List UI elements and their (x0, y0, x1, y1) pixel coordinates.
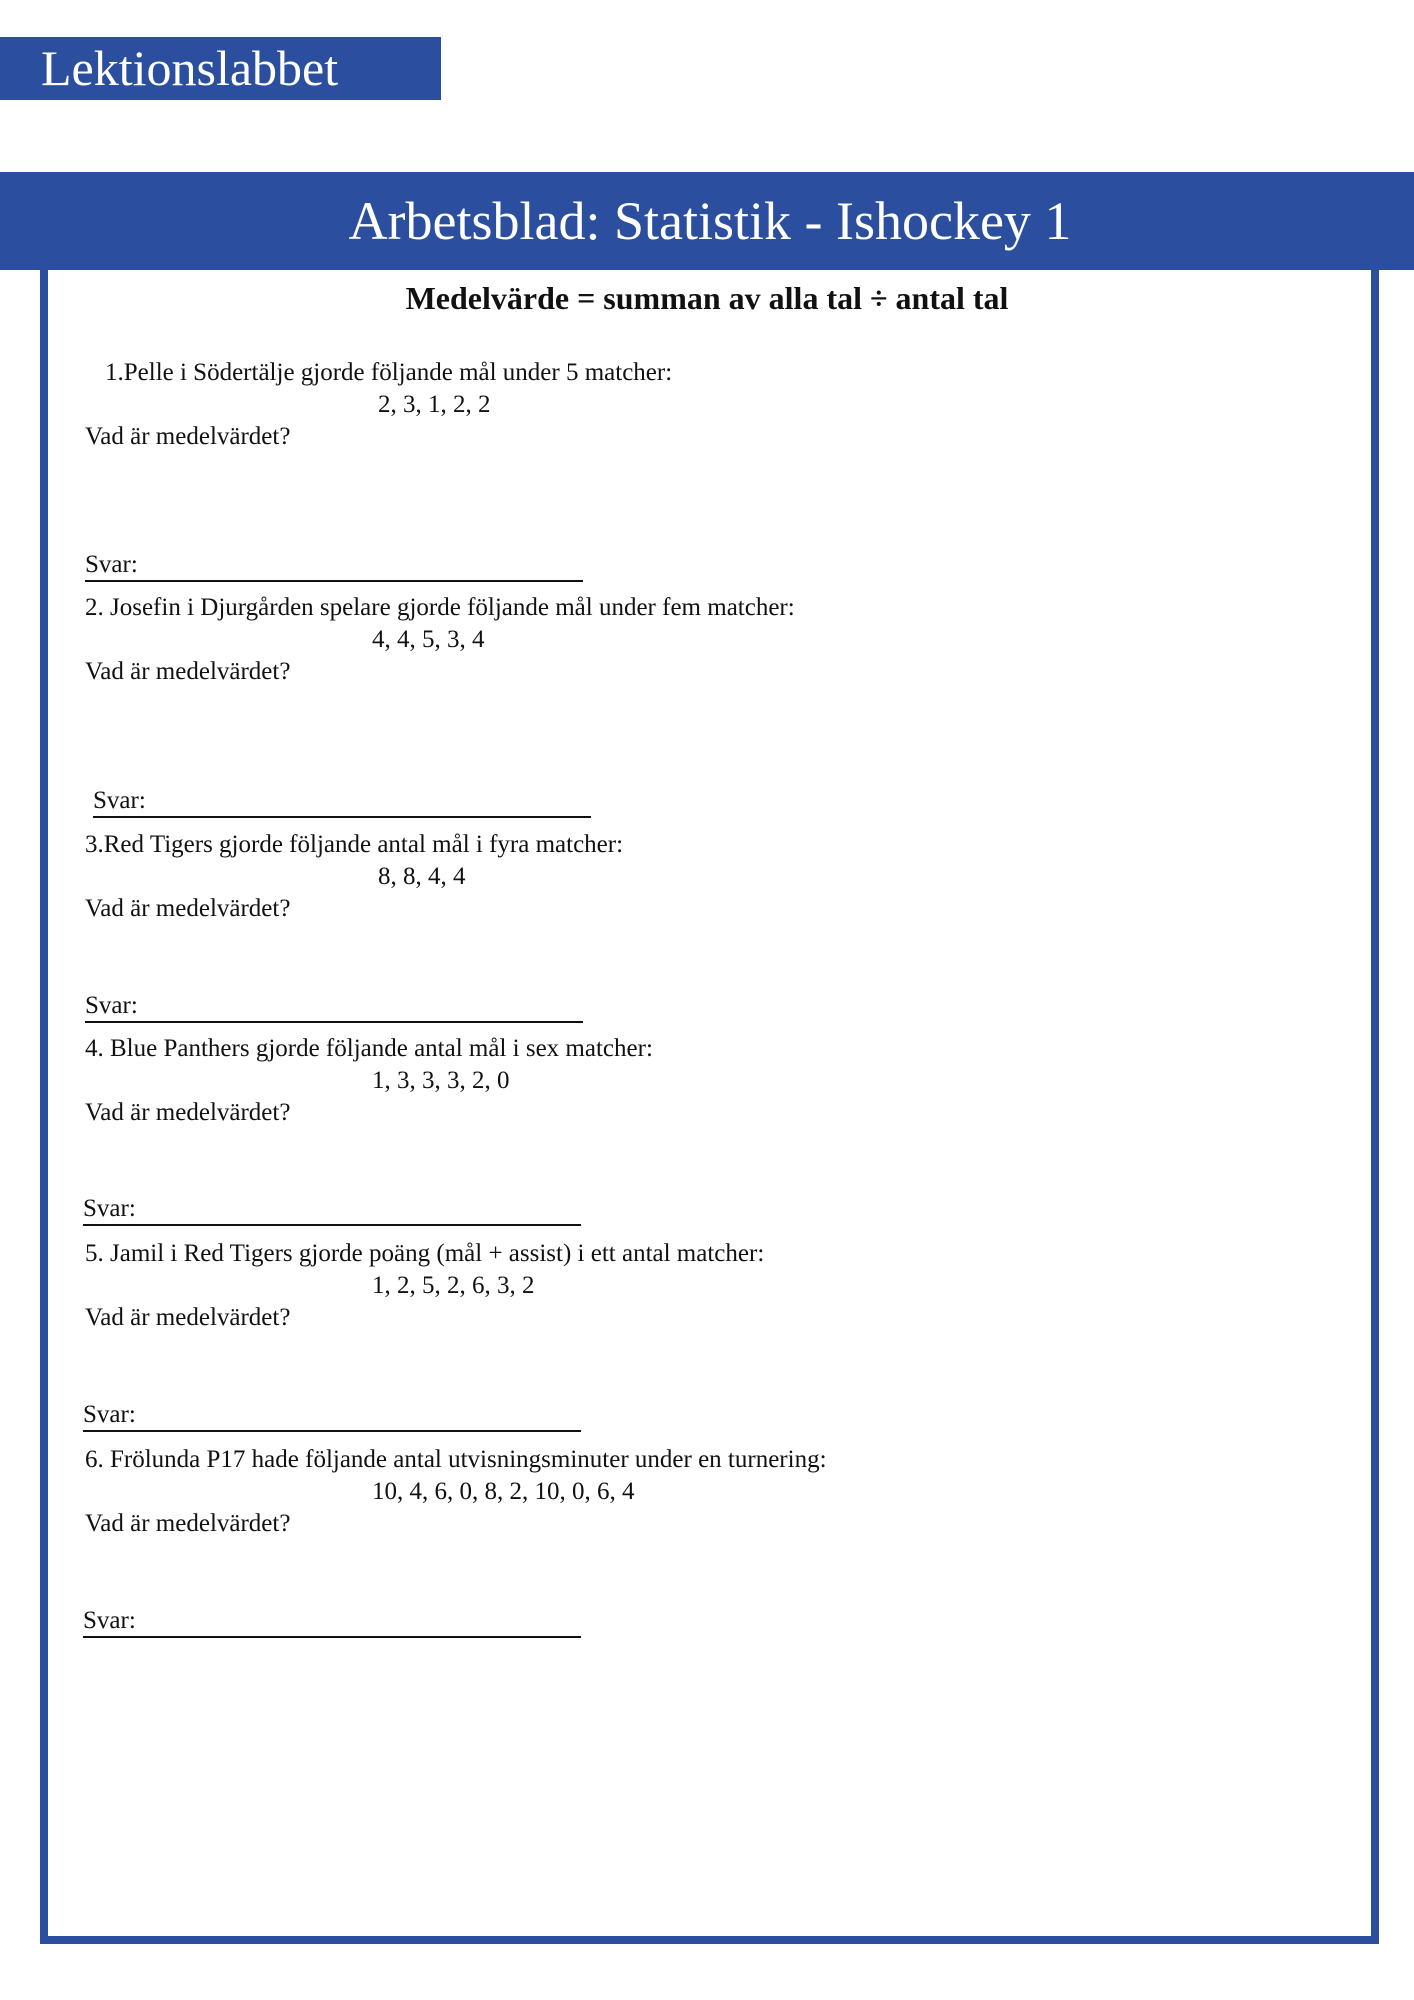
question-values: 8, 8, 4, 4 (378, 863, 466, 890)
answer-field[interactable] (83, 1400, 581, 1432)
answer-field[interactable] (85, 550, 583, 582)
question-text: 1.Pelle i Södertälje gjorde följande mål under 5 matcher: (105, 359, 673, 386)
question-prompt: Vad är medelvärdet? (85, 658, 291, 685)
formula-definition: Medelvärde = summan av alla tal ÷ antal tal (405, 280, 1009, 316)
question-values: 1, 3, 3, 3, 2, 0 (372, 1067, 510, 1094)
brand-logo (0, 37, 441, 100)
question-values: 2, 3, 1, 2, 2 (378, 391, 491, 418)
question-values: 4, 4, 5, 3, 4 (372, 626, 485, 653)
question-prompt: Vad är medelvärdet? (85, 1510, 291, 1537)
question-text: 5. Jamil i Red Tigers gjorde poäng (mål + assist) i ett antal matcher: (85, 1240, 765, 1267)
worksheet-header (0, 172, 1414, 270)
answer-label: Svar: (83, 1195, 136, 1222)
answer-label: Svar: (85, 992, 138, 1019)
worksheet-title: Arbetsblad: Statistik - Ishockey 1 (348, 191, 1072, 251)
answer-field[interactable] (83, 1194, 581, 1226)
question-text: 4. Blue Panthers gjorde följande antal mål i sex matcher: (85, 1035, 653, 1062)
question-prompt: Vad är medelvärdet? (85, 895, 291, 922)
question-prompt: Vad är medelvärdet? (85, 1304, 291, 1331)
question-text: 6. Frölunda P17 hade följande antal utvisningsminuter under en turnering: (85, 1446, 827, 1473)
question-values: 1, 2, 5, 2, 6, 3, 2 (372, 1272, 535, 1299)
question-text: 3.Red Tigers gjorde följande antal mål i fyra matcher: (85, 831, 624, 858)
answer-label: Svar: (93, 787, 146, 814)
answer-field[interactable] (85, 991, 583, 1023)
answer-label: Svar: (85, 551, 138, 578)
question-prompt: Vad är medelvärdet? (85, 423, 291, 450)
question-values: 10, 4, 6, 0, 8, 2, 10, 0, 6, 4 (372, 1478, 635, 1505)
question-text: 2. Josefin i Djurgården spelare gjorde följande mål under fem matcher: (85, 594, 795, 621)
question-prompt: Vad är medelvärdet? (85, 1099, 291, 1126)
answer-label: Svar: (83, 1401, 136, 1428)
answer-field[interactable] (93, 786, 591, 818)
answer-field[interactable] (83, 1606, 581, 1638)
brand-name: Lektionslabbet (41, 40, 339, 96)
answer-label: Svar: (83, 1607, 136, 1634)
